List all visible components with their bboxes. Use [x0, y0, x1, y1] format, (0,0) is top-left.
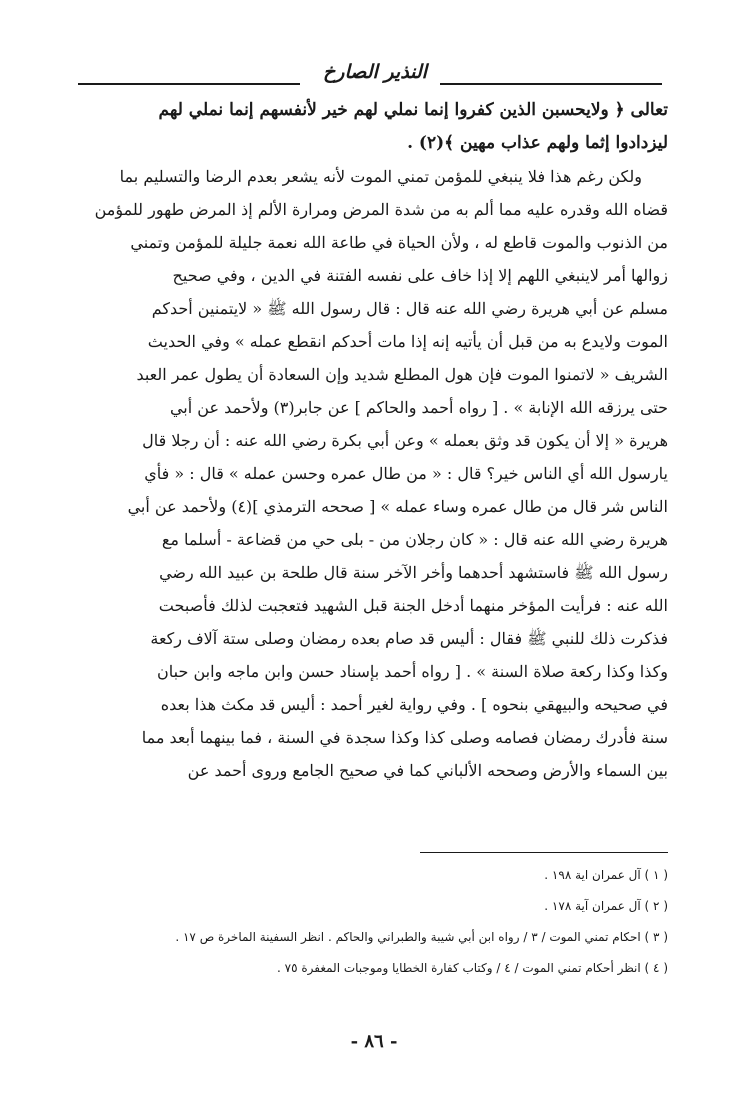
header-rule-right	[440, 83, 662, 85]
body-line: حتى يرزقه الله الإنابة » . [ رواه أحمد والحاكم ] عن جابر(٣) ولأحمد عن أبي	[169, 398, 668, 417]
body-line: تعالى ﴿ ولايحسبن الذين كفروا إنما نملي لهم خير لأنفسهم إنما نملي لهم	[158, 100, 668, 120]
body-line: الشريف « لاتمنوا الموت فإن هول المطلع شديد وإن السعادة أن يطول عمر العبد	[136, 365, 668, 384]
body-line: فذكرت ذلك للنبي ﷺ فقال : أليس قد صام بعده رمضان وصلى ستة آلاف ركعة	[150, 629, 668, 648]
body-line: هريرة رضي الله عنه قال : « كان رجلان من - بلى حي من قضاعة - أسلما مع	[161, 530, 668, 549]
body-line: يارسول الله أي الناس خير؟ قال : « من طال عمره وحسن عمله » قال : « فأي	[144, 464, 668, 483]
footnote: ( ٢ ) آل عمران آية ١٧٨ .	[544, 899, 668, 913]
body-line: بين السماء والأرض وصححه الألباني كما في صحيح الجامع وروى أحمد عن	[187, 761, 668, 780]
body-line: مسلم عن أبي هريرة رضي الله عنه قال : قال رسول الله ﷺ « لايتمنين أحدكم	[151, 299, 668, 318]
footnote-separator	[420, 852, 668, 853]
body-line: ولكن رغم هذا فلا ينبغي للمؤمن تمني الموت لأنه يشعر بعدم الرضا والتسليم بما	[119, 167, 642, 186]
body-line: الله عنه : فرأيت المؤخر منهما أدخل الجنة قبل الشهيد فتعجبت لذلك فأصبحت	[158, 596, 668, 615]
body-line: قضاه الله وقدره عليه مما ألم به من شدة المرض ومرارة الألم إذ المرض طهور للمؤمن	[94, 200, 668, 219]
header-rule-left	[78, 83, 300, 85]
body-line: الموت ولايدع به من قبل أن يأتيه إنه إذا مات أحدكم انقطع عمله » وفي الحديث	[147, 332, 668, 351]
footnote: ( ٤ ) انظر أحكام تمني الموت / ٤ / وكتاب كفارة الخطايا وموجبات المغفرة ٧٥ .	[277, 961, 668, 975]
body-text	[76, 94, 668, 787]
footnote: ( ٣ ) احكام تمني الموت / ٣ / رواه ابن أبي شيبة والطبراني والحاكم . انظر السفينة الماخرة ص ١٧ .	[175, 930, 668, 944]
page-number: - ٨٦ -	[350, 1031, 398, 1052]
body-line: هريرة « إلا أن يكون قد وثق بعمله » وعن أبي بكرة رضي الله عنه : أن رجلا قال	[142, 431, 668, 450]
body-line: من الذنوب والموت قاطع له ، ولأن الحياة في طاعة الله نعمة جليلة للمؤمن وتمني	[130, 233, 668, 252]
body-line: وكذا وكذا ركعة صلاة السنة » . [ رواه أحمد بإسناد حسن وابن ماجه وابن حبان	[157, 662, 668, 681]
footnotes	[76, 860, 668, 984]
body-line: الناس شر قال من طال عمره وساء عمله » [ صححه الترمذي ](٤) ولأحمد عن أبي	[127, 497, 668, 516]
body-line: رسول الله ﷺ فاستشهد أحدهما وأخر الآخر سنة قال طلحة بن عبيد الله رضي	[159, 563, 668, 582]
body-line: ليزدادوا إثما ولهم عذاب مهين ﴾(٢) .	[407, 133, 668, 153]
body-line: زوالها أمر لاينبغي اللهم إلا إذا خاف على نفسه الفتنة في الدين ، وفي صحيح	[172, 266, 668, 285]
running-header-title: النذير الصارخ	[323, 61, 427, 83]
footnote: ( ١ ) آل عمران اية ١٩٨ .	[544, 868, 668, 882]
body-line: في صحيحه والبيهقي بنحوه ] . وفي رواية لغير أحمد : أليس قد مكث هذا بعده	[160, 695, 668, 714]
body-line: سنة فأدرك رمضان فصامه وصلى كذا وكذا سجدة في السنة ، فما بينهما أبعد مما	[141, 728, 668, 747]
